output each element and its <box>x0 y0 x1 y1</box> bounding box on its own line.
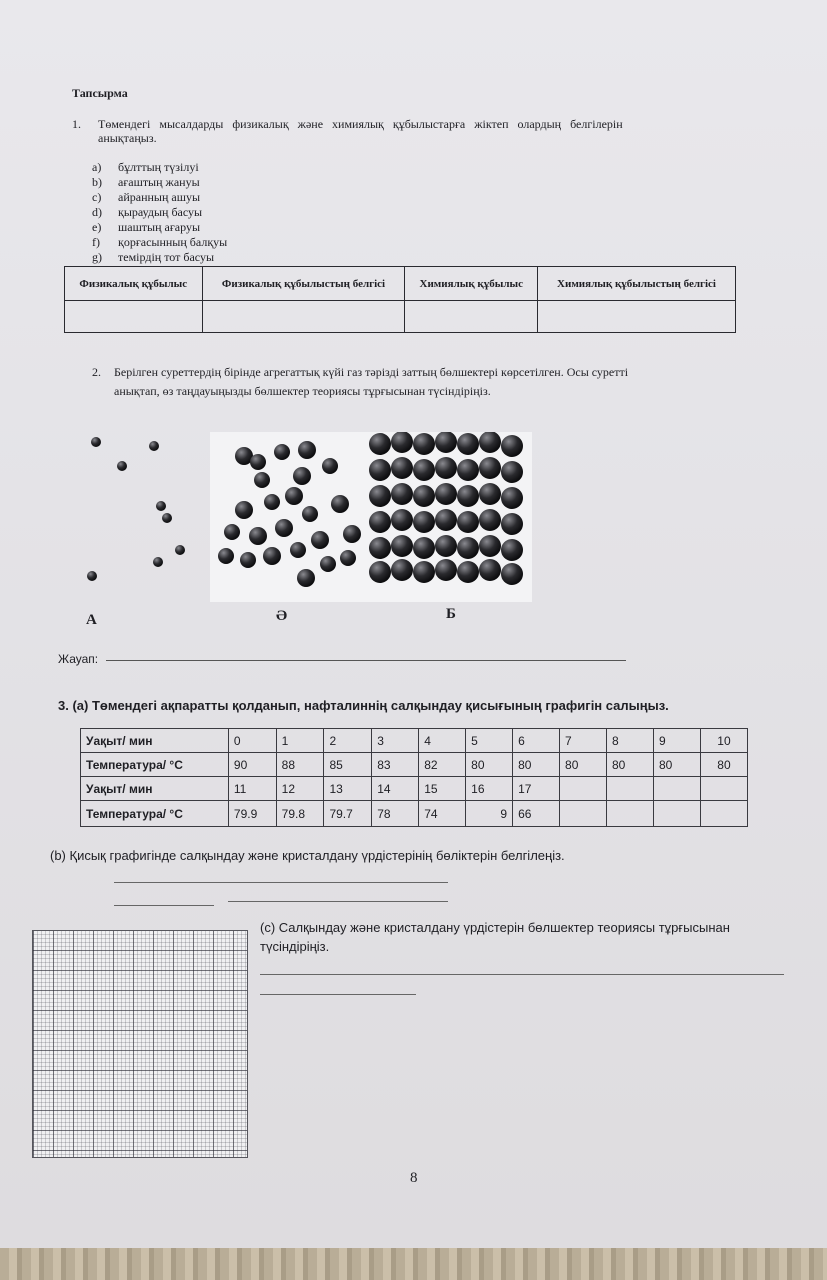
table-cell <box>653 801 700 827</box>
question-2-text-line1: Берілген суреттердің бірінде агрегаттық күйі газ тәрізді заттың бөлшектері көрсетілген. Осы суретті <box>114 365 629 379</box>
table-cell <box>700 801 747 827</box>
option-letter: e) <box>92 220 102 234</box>
table-cell: 1 <box>276 729 324 753</box>
answer-label: Жауап: <box>58 652 99 666</box>
question-3b: (b) Қисық графигінде салқындау және кристалдану үрдістерінің бөліктерін белгілеңіз. <box>50 848 565 863</box>
option-letter: a) <box>92 160 102 174</box>
table-header: Химиялық құбылыстың белгісі <box>538 267 736 301</box>
option-text: айранның ашуы <box>118 190 201 204</box>
answer-cell[interactable] <box>202 301 405 333</box>
table-cell: 11 <box>228 777 276 801</box>
table-cell: 9 <box>653 729 700 753</box>
option-text: ағаштың жануы <box>118 175 200 189</box>
page-number: 8 <box>410 1170 418 1186</box>
answer-cell[interactable] <box>65 301 203 333</box>
graph-paper[interactable] <box>32 930 248 1158</box>
table-cell: 79.7 <box>324 801 372 827</box>
table-header: Физикалық құбылыстың белгісі <box>202 267 405 301</box>
table-cell: 17 <box>513 777 560 801</box>
table-cell: 80 <box>513 753 560 777</box>
figure-label-b: Б <box>446 606 456 622</box>
option-b <box>92 175 227 190</box>
table-cell: 6 <box>513 729 560 753</box>
table-cell: 80 <box>466 753 513 777</box>
table-cell: 78 <box>372 801 419 827</box>
option-c <box>92 190 227 205</box>
table-cell: 80 <box>653 753 700 777</box>
question-1-options <box>92 160 227 265</box>
table-cell: 7 <box>560 729 607 753</box>
table-cell <box>607 801 654 827</box>
table-header: Химиялық құбылыс <box>405 267 538 301</box>
table-cell: 80 <box>607 753 654 777</box>
table-cell: 80 <box>560 753 607 777</box>
option-letter: b) <box>92 175 102 189</box>
answer-line[interactable] <box>228 901 448 902</box>
table-cell: 3 <box>372 729 419 753</box>
table-header: Физикалық құбылыс <box>65 267 203 301</box>
question-3c: (c) Салқындау және кристалдану үрдістерін бөлшектер теориясы тұрғысынан түсіндіріңіз. <box>260 920 730 954</box>
table-cell <box>560 801 607 827</box>
option-text: шаштың ағаруы <box>118 220 201 234</box>
particle-diagram <box>62 432 532 604</box>
table-cell <box>607 777 654 801</box>
table-cell: 74 <box>419 801 466 827</box>
option-letter: g) <box>92 250 102 264</box>
option-text: темірдің тот басуы <box>118 250 215 264</box>
table-cell: 4 <box>419 729 466 753</box>
table-cell: 0 <box>228 729 276 753</box>
answer-cell[interactable] <box>538 301 736 333</box>
table-cell: 13 <box>324 777 372 801</box>
table-cell: 83 <box>372 753 419 777</box>
classification-table <box>64 266 736 333</box>
question-2-number: 2. <box>92 365 101 379</box>
row-label: Температура/ °C <box>81 801 229 827</box>
table-cell: 88 <box>276 753 324 777</box>
answer-line[interactable] <box>114 882 448 883</box>
option-text: қорғасынның балқуы <box>118 235 228 249</box>
question-2 <box>92 364 752 380</box>
table-cell: 80 <box>700 753 747 777</box>
row-label: Температура/ °C <box>81 753 229 777</box>
question-1-number: 1. <box>72 117 81 131</box>
table-cell <box>653 777 700 801</box>
option-g <box>92 250 227 265</box>
liquid-particles <box>218 441 361 587</box>
option-d <box>92 205 227 220</box>
table-cell: 79.8 <box>276 801 324 827</box>
table-cell: 79.9 <box>228 801 276 827</box>
table-cell: 85 <box>324 753 372 777</box>
answer-line[interactable] <box>260 994 416 995</box>
solid-particles <box>369 432 523 585</box>
table-cell: 8 <box>607 729 654 753</box>
question-1 <box>72 115 736 133</box>
answer-line[interactable] <box>260 974 784 975</box>
table-cell: 66 <box>513 801 560 827</box>
question-2-text-line2: анықтап, өз таңдауыңызды бөлшектер теориясы тұрғысынан түсіндіріңіз. <box>114 384 491 398</box>
cooling-data-table <box>80 728 748 827</box>
table-cell: 16 <box>466 777 513 801</box>
option-e <box>92 220 227 235</box>
option-letter: d) <box>92 205 102 219</box>
table-cell: 82 <box>419 753 466 777</box>
answer-line[interactable] <box>114 905 214 906</box>
background-surface <box>0 1248 827 1280</box>
option-text: бұлттың түзілуі <box>118 160 199 174</box>
question-1-text-line2: анықтаңыз. <box>98 131 157 145</box>
table-cell <box>560 777 607 801</box>
table-cell: 9 <box>466 801 513 827</box>
table-cell: 90 <box>228 753 276 777</box>
table-cell: 10 <box>700 729 747 753</box>
option-a <box>92 160 227 175</box>
section-heading: Тапсырма <box>72 86 128 100</box>
answer-line[interactable] <box>106 660 626 661</box>
table-cell: 14 <box>372 777 419 801</box>
gas-particles <box>87 437 185 581</box>
option-letter: f) <box>92 235 100 249</box>
table-cell: 2 <box>324 729 372 753</box>
row-label: Уақыт/ мин <box>81 777 229 801</box>
option-letter: c) <box>92 190 102 204</box>
table-cell: 15 <box>419 777 466 801</box>
question-3-title: 3. (a) Төмендегі ақпаратты қолданып, нафталиннің салқындау қисығының графигін салыңыз. <box>58 698 669 713</box>
answer-cell[interactable] <box>405 301 538 333</box>
table-cell: 12 <box>276 777 324 801</box>
figure-label-schwa: Ә <box>276 608 288 624</box>
question-1-text-line1: Төмендегі мысалдарды физикалық және химиялық құбылыстарға жіктеп олардың белгілерін <box>98 117 623 131</box>
table-cell <box>700 777 747 801</box>
option-f <box>92 235 227 250</box>
table-cell: 5 <box>466 729 513 753</box>
row-label: Уақыт/ мин <box>81 729 229 753</box>
figure-label-a: А <box>86 612 97 628</box>
option-text: қыраудың басуы <box>118 205 203 219</box>
